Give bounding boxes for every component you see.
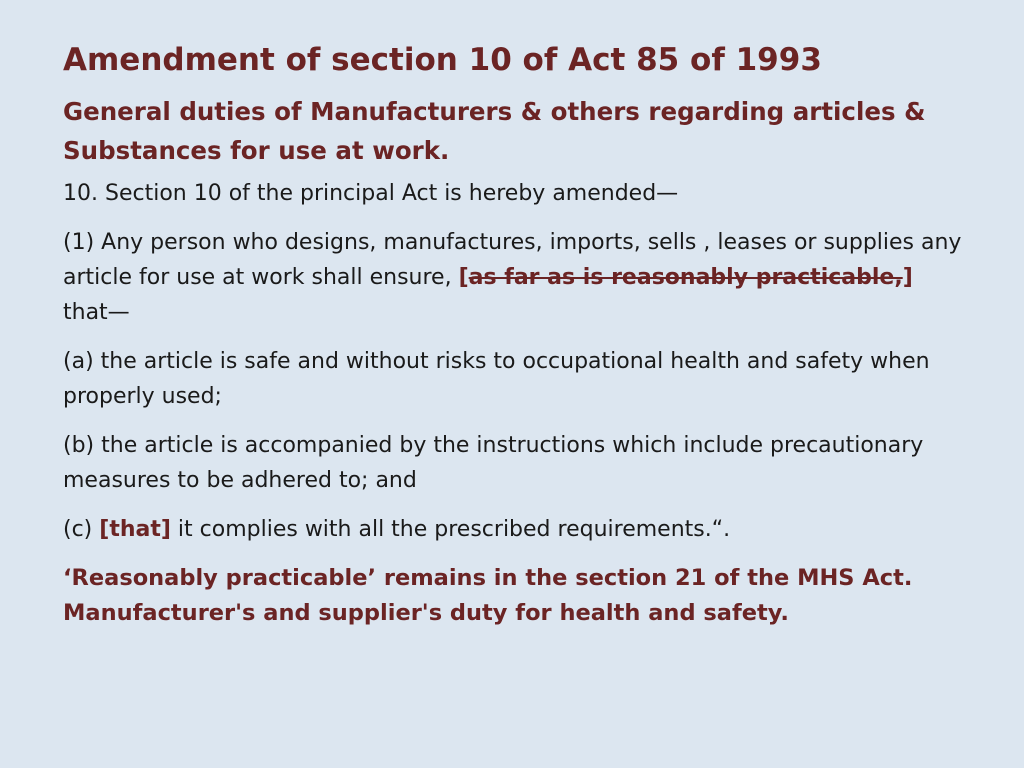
item-c-text: it complies with all the prescribed requirements.“. [170,517,731,542]
slide-title: Amendment of section 10 of Act 85 of 1993 [63,42,822,78]
intro-paragraph: 10. Section 10 of the principal Act is hereby amended— [63,181,679,206]
note-paragraph: ‘Reasonably practicable’ remains in the section 21 of the MHS Act. Manufacturer's and supplier's duty for health and safety. [63,565,913,626]
inserted-text: [that] [99,517,171,542]
slide-subtitle: General duties of Manufacturers & others regarding articles & Substances for use at work. [63,97,926,165]
clause-1-text-before: (1) Any person who designs, manufactures, imports, sells , leases or supplies any article for use at work shall ensure, [63,230,962,290]
clause-1-text-after: that— [63,300,130,325]
bracket-open: [ [458,265,469,290]
item-c-label: (c) [63,517,100,542]
item-b-paragraph: (b) the article is accompanied by the instructions which include precautionary measures to be adhered to; and [63,433,924,493]
clause-1-paragraph [63,225,964,330]
deleted-text: as far as is reasonably practicable, [468,265,903,290]
item-c-paragraph [63,512,964,547]
item-a-paragraph: (a) the article is safe and without risks to occupational health and safety when properly used; [63,349,930,409]
bracket-close: ] [902,265,913,290]
